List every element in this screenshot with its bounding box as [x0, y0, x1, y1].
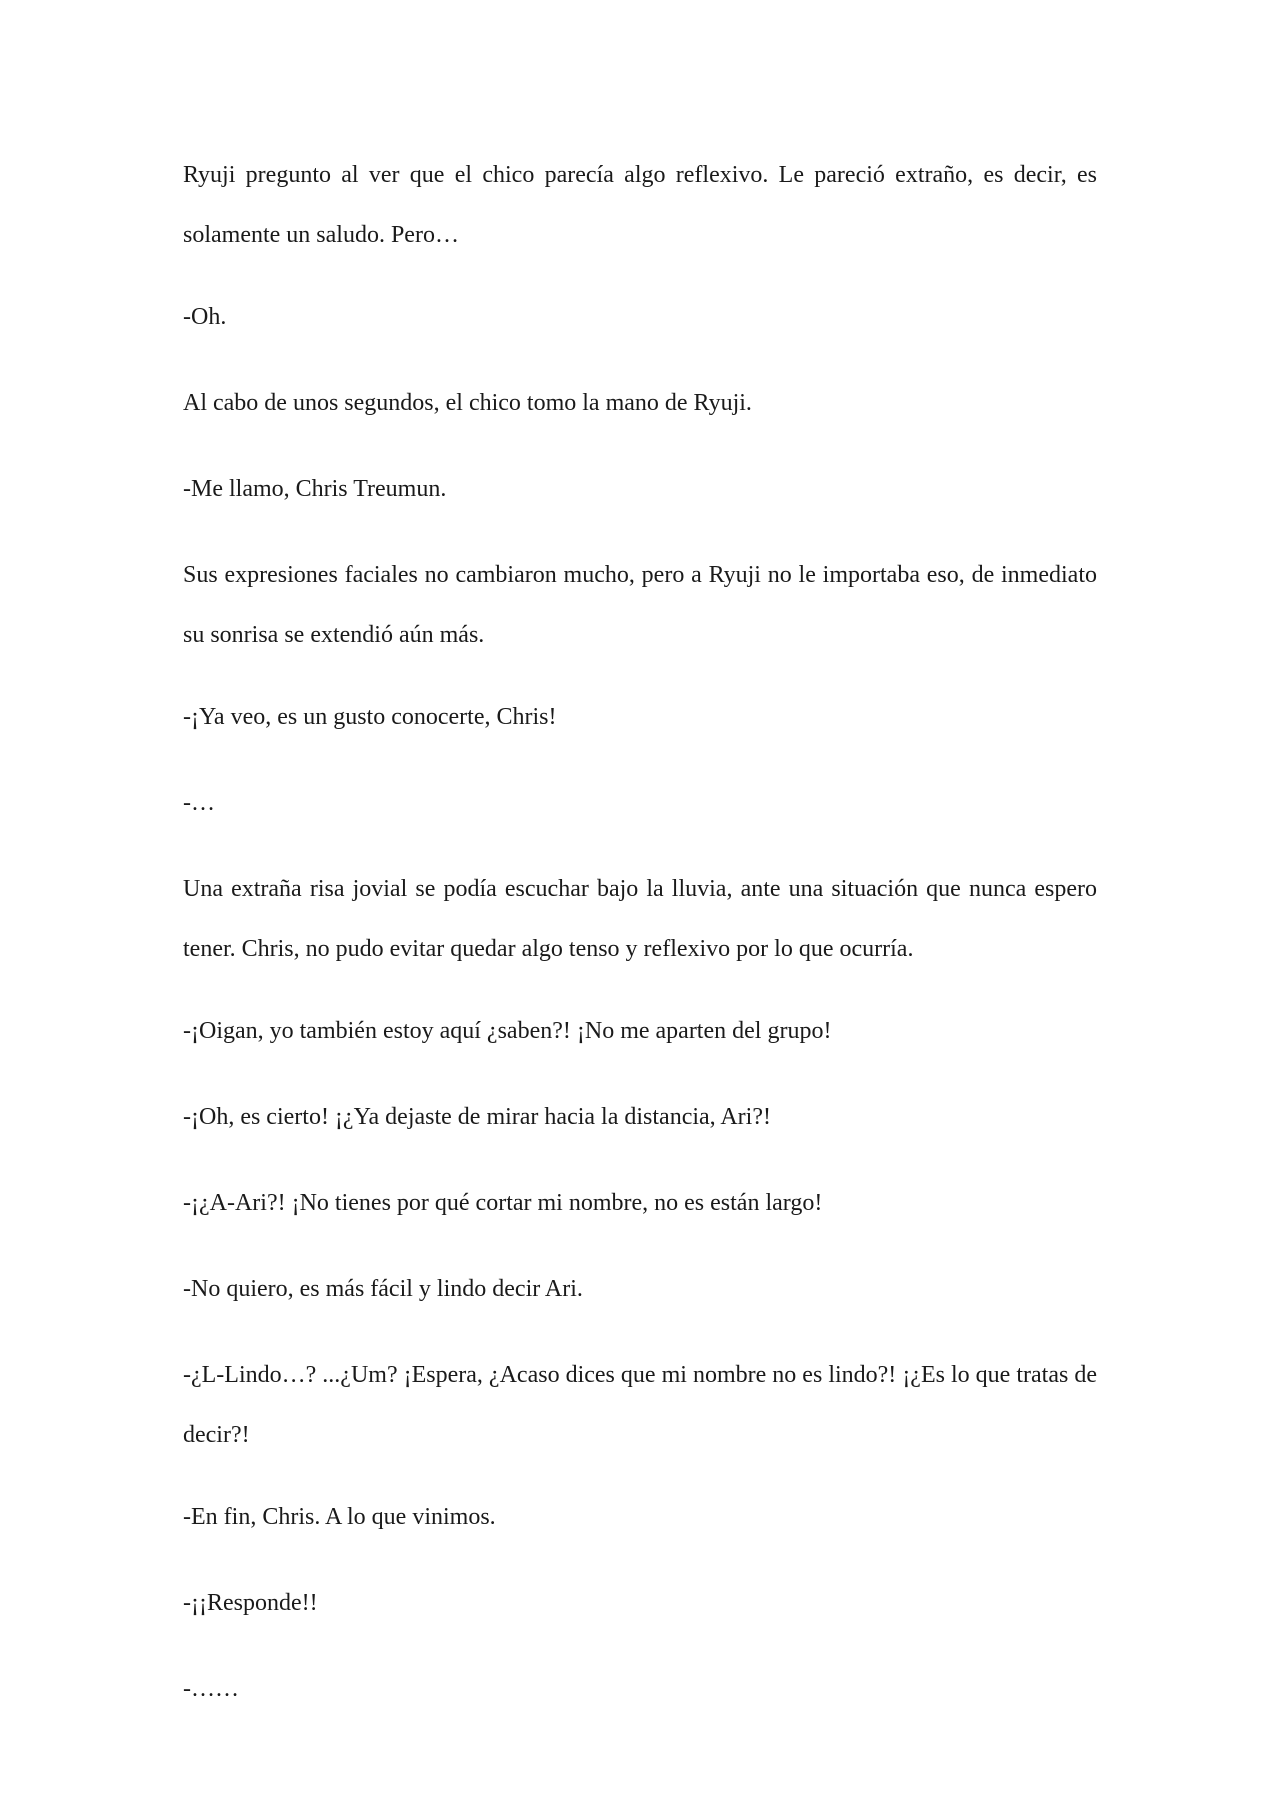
- paragraph-4: -Me llamo, Chris Treumun.: [183, 476, 447, 502]
- paragraph-3: Al cabo de unos segundos, el chico tomo la mano de Ryuji.: [183, 390, 752, 416]
- document-body: [183, 145, 1097, 1745]
- paragraph-9: -¡Oigan, yo también estoy aquí ¿saben?! ¡No me aparten del grupo!: [183, 1018, 832, 1044]
- paragraph-1: Ryuji pregunto al ver que el chico parecía algo reflexivo. Le pareció extraño, es decir, es solamente un saludo. Pero…: [183, 162, 1097, 248]
- paragraph-7: -…: [183, 790, 215, 816]
- paragraph-6: -¡Ya veo, es un gusto conocerte, Chris!: [183, 704, 557, 730]
- paragraph-13: -¿L-Lindo…? ...¿Um? ¡Espera, ¿Acaso dices que mi nombre no es lindo?! ¡¿Es lo que tratas de decir?!: [183, 1362, 1097, 1448]
- paragraph-15: -¡¡Responde!!: [183, 1590, 318, 1616]
- paragraph-10: -¡Oh, es cierto! ¡¿Ya dejaste de mirar hacia la distancia, Ari?!: [183, 1104, 771, 1130]
- paragraph-11: -¡¿A-Ari?! ¡No tienes por qué cortar mi nombre, no es están largo!: [183, 1190, 823, 1216]
- paragraph-12: -No quiero, es más fácil y lindo decir Ari.: [183, 1276, 583, 1302]
- paragraph-14: -En fin, Chris. A lo que vinimos.: [183, 1504, 496, 1530]
- paragraph-5: Sus expresiones faciales no cambiaron mucho, pero a Ryuji no le importaba eso, de inmediato su sonrisa se extendió aún más.: [183, 562, 1097, 648]
- paragraph-16: -……: [183, 1676, 239, 1702]
- paragraph-2: -Oh.: [183, 304, 227, 330]
- paragraph-8: Una extraña risa jovial se podía escuchar bajo la lluvia, ante una situación que nunca espero tener. Chris, no pudo evitar quedar algo tenso y reflexivo por lo que ocurría.: [183, 876, 1097, 962]
